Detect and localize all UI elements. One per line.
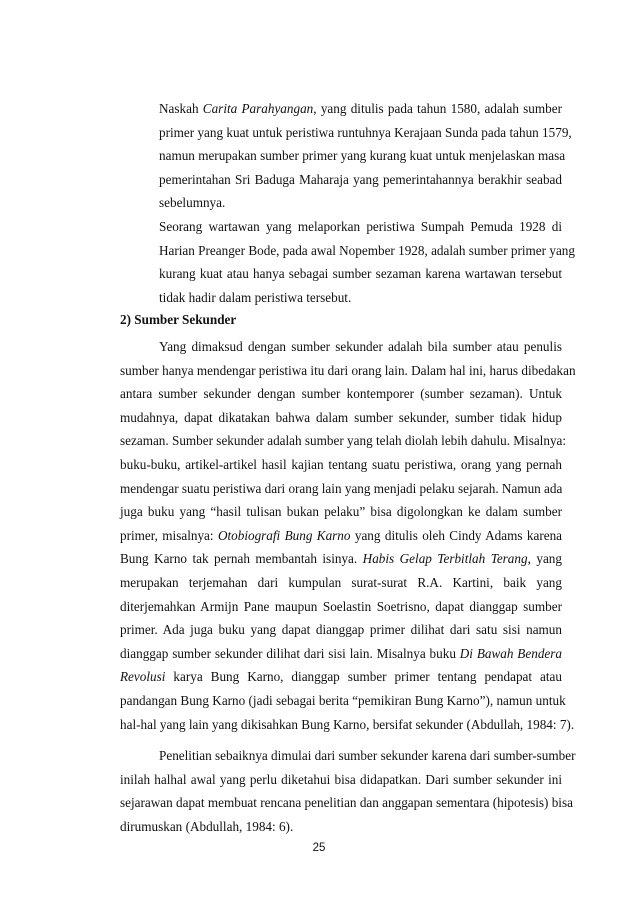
text-line: Naskah Carita Parahyangan, yang ditulis pada tahun 1580, adalah sumber xyxy=(159,101,562,116)
text-line: Harian Preanger Bode, pada awal Nopember 1928, adalah sumber primer yang xyxy=(159,242,575,258)
paragraph-carita-parahyangan xyxy=(159,97,572,215)
text-line: Bung Karno tak pernah membantah isinya. Habis Gelap Terbitlah Terang, yang xyxy=(120,551,562,567)
text-line: sejarawan dapat membuat rencana penelitian dan anggapan sementara (hipotesis) bisa xyxy=(120,795,573,811)
text-line: merupakan terjemahan dari kumpulan surat-surat R.A. Kartini, baik yang xyxy=(120,574,562,590)
text-line: Seorang wartawan yang melaporkan peristiwa Sumpah Pemuda 1928 di xyxy=(159,219,562,234)
text-line: sumber hanya mendengar peristiwa itu dari orang lain. Dalam hal ini, harus dibedakan xyxy=(120,362,576,378)
text-line: namun merupakan sumber primer yang kurang kuat untuk menjelaskan masa xyxy=(159,148,566,164)
italic-title: Revolusi xyxy=(120,669,166,685)
text-line: juga buku yang “hasil tulisan bukan pelaku” bisa digolongkan ke dalam sumber xyxy=(120,504,562,520)
text-line: sezaman. Sumber sekunder adalah sumber yang telah diolah lebih dahulu. Misalnya: xyxy=(120,433,567,449)
text-line: pemerintahan Sri Baduga Maharaja yang pemerintahannya berakhir seabad xyxy=(159,171,562,187)
section-heading: 2) Sumber Sekunder xyxy=(120,312,237,327)
text-line: primer yang kuat untuk peristiwa runtuhnya Kerajaan Sunda pada tahun 1579, xyxy=(159,124,572,140)
paragraph-sumber-sekunder xyxy=(120,335,576,736)
text-line: buku-buku, artikel-artikel hasil kajian tentang suatu peristiwa, orang yang pernah xyxy=(120,456,562,472)
text-line: mendengar suatu peristiwa dari orang lain yang menjadi pelaku sejarah. Namun ada xyxy=(120,480,563,496)
paragraph-sumpah-pemuda xyxy=(159,215,575,309)
italic-title: Di Bawah Bendera xyxy=(459,645,562,661)
italic-title: Otobiografi Bung Karno xyxy=(217,527,351,543)
text-line: Penelitian sebaiknya dimulai dari sumber sekunder karena dari sumber-sumber xyxy=(159,748,576,763)
text-line: dirumuskan (Abdullah, 1984: 6). xyxy=(120,818,294,834)
text-line: mudahnya, dapat dikatakan bahwa dalam sumber sekunder, sumber tidak hidup xyxy=(120,409,562,425)
text-line: Yang dimaksud dengan sumber sekunder adalah bila sumber atau penulis xyxy=(159,339,562,354)
text-line: antara sumber sekunder dengan sumber kontemporer (sumber sezaman). Untuk xyxy=(120,386,562,402)
text-line: hal-hal yang lain yang dikisahkan Bung Karno, bersifat sekunder (Abdullah, 1984: 7). xyxy=(120,716,575,732)
text-line: dianggap sumber sekunder dilihat dari sisi lain. Misalnya buku Di Bawah Bendera xyxy=(120,645,562,661)
page-number: 25 xyxy=(312,842,326,854)
text-line: diterjemahkan Armijn Pane maupun Soelastin Soetrisno, dapat dianggap sumber xyxy=(120,598,562,614)
text-line: inilah halhal awal yang perlu diketahui bisa didapatkan. Dari sumber sekunder ini xyxy=(120,771,562,787)
text-line: primer, misalnya: Otobiografi Bung Karno yang ditulis oleh Cindy Adams karena xyxy=(120,527,563,543)
italic-title: Habis Gelap Terbitlah Terang xyxy=(362,551,528,567)
text-line: kurang kuat atau hanya sebagai sumber sezaman karena wartawan tersebut xyxy=(159,266,562,282)
text-line: primer. Ada juga buku yang dapat dianggap primer dilihat dari satu sisi namun xyxy=(120,622,562,638)
text-line: pandangan Bung Karno (jadi sebagai berita “pemikiran Bung Karno”), namun untuk xyxy=(120,692,566,708)
italic-title: Carita Parahyangan xyxy=(202,101,314,116)
text-line: tidak hadir dalam peristiwa tersebut. xyxy=(159,289,352,305)
text-line: Revolusi karya Bung Karno, dianggap sumber primer tentang pendapat atau xyxy=(120,669,562,685)
paragraph-penelitian xyxy=(120,744,576,838)
text-line: sebelumnya. xyxy=(159,195,226,211)
